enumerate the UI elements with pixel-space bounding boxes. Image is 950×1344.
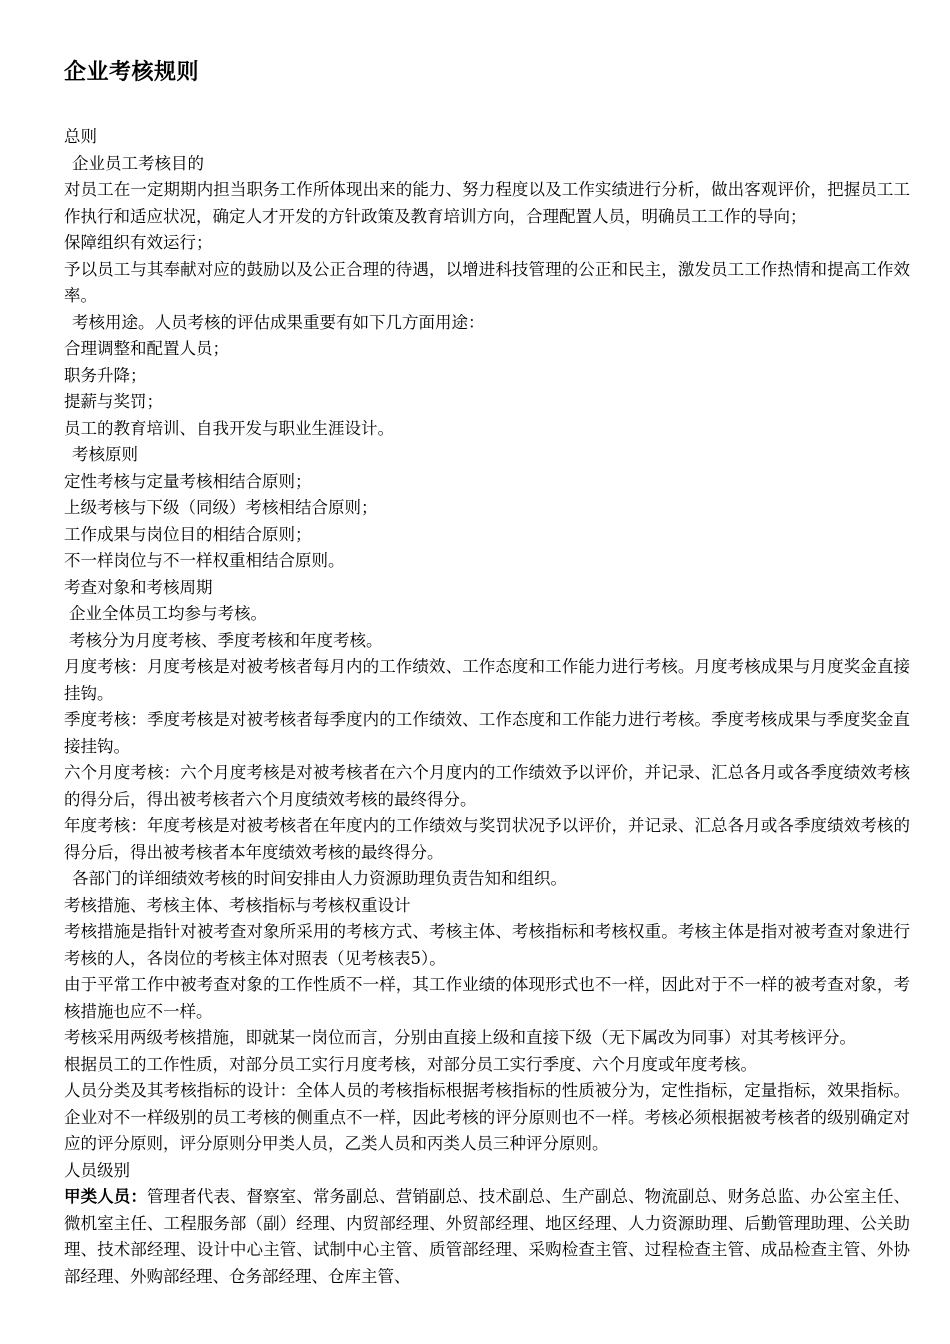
grade-a-label: 甲类人员：	[64, 1187, 147, 1206]
list-item: 工作成果与岗位目的相结合原则；	[64, 524, 312, 544]
document-title: 企业考核规则	[64, 60, 200, 85]
grade-a-text: 管理者代表、督察室、常务副总、营销副总、技术副总、生产副总、物流副总、财务总监、办公室主任、微机室主任、工程服务部（副）经理、内贸部经理、外贸部经理、地区经理、人力资源助理、后勤管理助理、公关助理、技术部经理、设计中心主管、试制中心主管、质管部经理、采购检查主管、过程检查主管、成品检查主管、外协部经理、外购部经理、仓务部经理、仓库主管、	[64, 1187, 911, 1286]
document-page	[64, 0, 910, 1290]
paragraph: 由于平常工作中被考查对象的工作性质不一样，其工作业绩的体现形式也不一样，因此对于不一样的被考查对象，考核措施也应不一样。	[64, 975, 910, 1021]
paragraph: 月度考核：月度考核是对被考核者每月内的工作绩效、工作态度和工作能力进行考核。月度考核成果与月度奖金直接挂钩。	[64, 657, 910, 703]
subsection-heading: 考核用途。人员考核的评估成果重要有如下几方面用途：	[72, 312, 485, 332]
paragraph: 考核采用两级考核措施，即就某一岗位而言，分别由直接上级和直接下级（无下属改为同事）对其考核评分。	[64, 1028, 856, 1047]
paragraph: 人员分类及其考核指标的设计：全体人员的考核指标根据考核指标的性质被分为，定性指标，定量指标，效果指标。企业对不一样级别的员工考核的侧重点不一样，因此考核的评分原则也不一样。考核必须根据被考核者的级别确定对应的评分原则，评分原则分甲类人员，乙类人员和丙类人员三种评分原则。	[64, 1081, 910, 1153]
paragraph: 予以员工与其奉献对应的鼓励以及公正合理的待遇，以增进科技管理的公正和民主，激发员工工作热情和提高工作效率。	[64, 259, 910, 305]
subsection-heading: 各部门的详细绩效考核的时间安排由人力资源助理负责告知和组织。	[72, 869, 567, 888]
list-item: 不一样岗位与不一样权重相结合原则。	[64, 551, 345, 570]
subsection-heading: 人员级别	[64, 1160, 130, 1180]
paragraph: 季度考核：季度考核是对被考核者每季度内的工作绩效、工作态度和工作能力进行考核。季度考核成果与季度奖金直接挂钩。	[64, 710, 910, 756]
subsection-heading: 企业员工考核目的	[72, 153, 204, 173]
paragraph: 年度考核：年度考核是对被考核者在年度内的工作绩效与奖罚状况予以评价，并记录、汇总各月或各季度绩效考核的得分后，得出被考核者本年度绩效考核的最终得分。	[64, 816, 910, 862]
paragraph: 保障组织有效运行；	[64, 233, 213, 252]
subsection-heading: 考核原则	[72, 445, 138, 464]
subsection-heading: 考核分为月度考核、季度考核和年度考核。	[69, 630, 383, 650]
list-item: 提薪与奖罚；	[64, 392, 163, 411]
section-heading: 总则	[64, 127, 97, 146]
paragraph: 对员工在一定期期内担当职务工作所体现出来的能力、努力程度以及工作实绩进行分析，做出客观评价，把握员工工作执行和适应状况，确定人才开发的方针政策及教育培训方向，合理配置人员，明确员工工作的导向；	[64, 180, 910, 226]
section-heading: 考查对象和考核周期	[64, 577, 213, 597]
paragraph: 考核措施是指针对被考查对象所采用的考核方式、考核主体、考核指标和考核权重。考核主体是指对被考查对象进行考核的人，各岗位的考核主体对照表（见考核表5）。	[64, 922, 910, 968]
list-item: 定性考核与定量考核相结合原则；	[64, 471, 312, 491]
paragraph: 根据员工的工作性质，对部分员工实行月度考核，对部分员工实行季度、六个月度或年度考核。	[64, 1054, 757, 1074]
subsection-heading: 企业全体员工均参与考核。	[69, 604, 267, 623]
document-body	[64, 124, 910, 1290]
section-heading: 考核措施、考核主体、考核指标与考核权重设计	[64, 895, 411, 915]
list-item: 合理调整和配置人员；	[64, 339, 229, 358]
list-item: 职务升降；	[64, 365, 147, 385]
list-item: 上级考核与下级（同级）考核相结合原则；	[64, 498, 378, 517]
paragraph: 六个月度考核：六个月度考核是对被考核者在六个月度内的工作绩效予以评价，并记录、汇总各月或各季度绩效考核的得分后，得出被考核者六个月度绩效考核的最终得分。	[64, 763, 910, 809]
grade-a-paragraph	[64, 1184, 910, 1290]
list-item: 员工的教育培训、自我开发与职业生涯设计。	[64, 418, 394, 438]
